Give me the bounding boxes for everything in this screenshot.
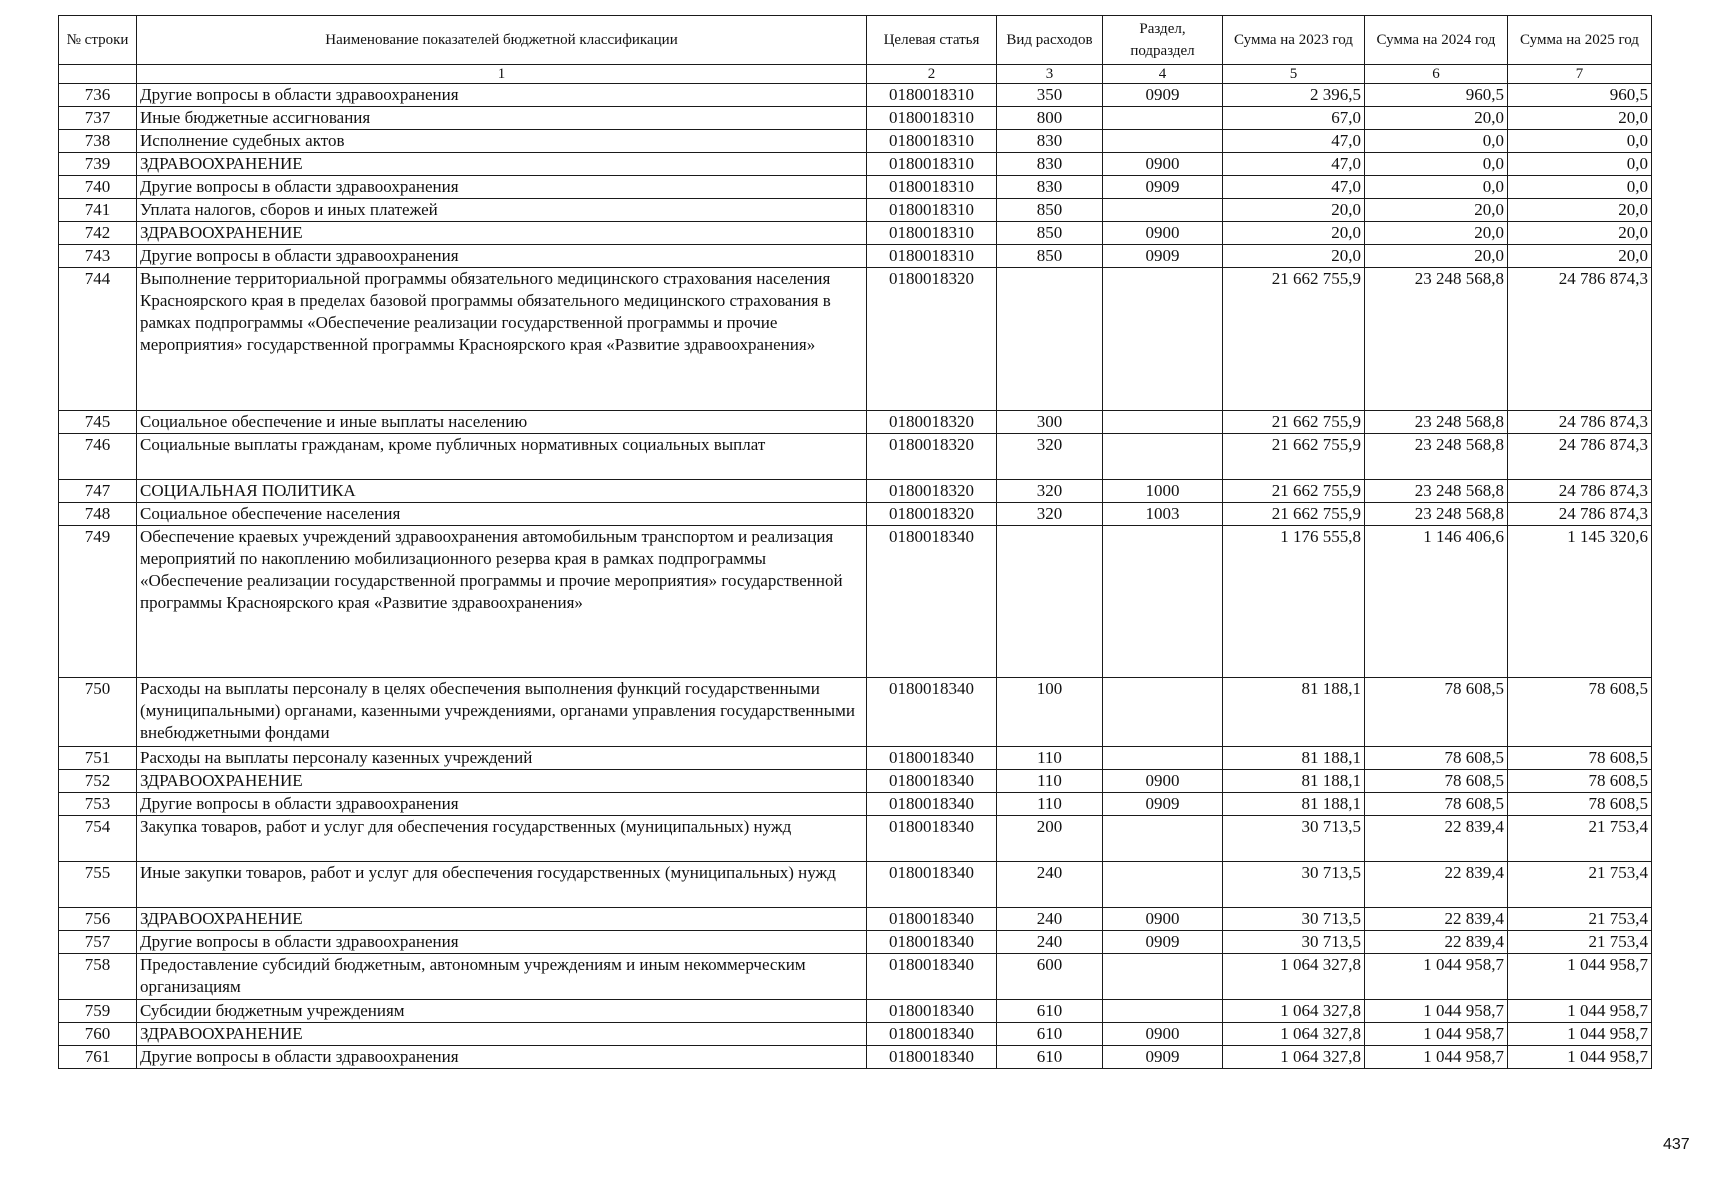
expense-type: 610	[997, 1023, 1103, 1046]
expense-type: 850	[997, 222, 1103, 245]
indicator-name: Другие вопросы в области здравоохранения	[137, 793, 867, 816]
row-number: 740	[59, 176, 137, 199]
indicator-name: ЗДРАВООХРАНЕНИЕ	[137, 1023, 867, 1046]
expense-type: 850	[997, 199, 1103, 222]
target-article: 0180018320	[867, 434, 997, 480]
header-name: Наименование показателей бюджетной классификации	[137, 16, 867, 65]
sum-2023: 81 188,1	[1223, 747, 1365, 770]
sum-2024: 22 839,4	[1365, 908, 1508, 931]
row-number: 754	[59, 816, 137, 862]
row-number: 757	[59, 931, 137, 954]
target-article: 0180018310	[867, 107, 997, 130]
table-row	[59, 1046, 1652, 1069]
expense-type	[997, 526, 1103, 678]
indicator-name: Предоставление субсидий бюджетным, автономным учреждениям и иным некоммерческим организациям	[137, 954, 867, 1000]
sum-2023: 1 064 327,8	[1223, 1046, 1365, 1069]
row-number: 751	[59, 747, 137, 770]
section-code	[1103, 199, 1223, 222]
expense-type: 320	[997, 480, 1103, 503]
indicator-name: Другие вопросы в области здравоохранения	[137, 245, 867, 268]
sum-2025: 24 786 874,3	[1508, 411, 1652, 434]
target-article: 0180018340	[867, 1023, 997, 1046]
sum-2024: 23 248 568,8	[1365, 503, 1508, 526]
sum-2024: 0,0	[1365, 176, 1508, 199]
sum-2023: 30 713,5	[1223, 816, 1365, 862]
indicator-name: Социальное обеспечение населения	[137, 503, 867, 526]
sum-2025: 1 044 958,7	[1508, 954, 1652, 1000]
sum-2024: 960,5	[1365, 84, 1508, 107]
sum-2023: 30 713,5	[1223, 862, 1365, 908]
table-row	[59, 747, 1652, 770]
row-number: 752	[59, 770, 137, 793]
indicator-name: Расходы на выплаты персоналу казенных учреждений	[137, 747, 867, 770]
target-article: 0180018340	[867, 862, 997, 908]
table-row	[59, 130, 1652, 153]
row-number: 750	[59, 678, 137, 747]
sum-2025: 0,0	[1508, 153, 1652, 176]
indicator-name: ЗДРАВООХРАНЕНИЕ	[137, 222, 867, 245]
indicator-name: Закупка товаров, работ и услуг для обеспечения государственных (муниципальных) нужд	[137, 816, 867, 862]
sum-2024: 1 044 958,7	[1365, 954, 1508, 1000]
indicator-name: Обеспечение краевых учреждений здравоохранения автомобильным транспортом и реализация мероприятий по накоплению мобилизационного резерва края в рамках подпрограммы «Обеспечение реализации государственной программы и прочие мероприятия» государственной программы Красноярского края «Развитие здравоохранения»	[137, 526, 867, 678]
sum-2023: 30 713,5	[1223, 908, 1365, 931]
sum-2025: 1 145 320,6	[1508, 526, 1652, 678]
table-row	[59, 931, 1652, 954]
target-article: 0180018340	[867, 793, 997, 816]
row-number: 748	[59, 503, 137, 526]
target-article: 0180018340	[867, 526, 997, 678]
header-section: Раздел, подраздел	[1103, 16, 1223, 65]
row-number: 747	[59, 480, 137, 503]
row-number: 761	[59, 1046, 137, 1069]
row-number: 744	[59, 268, 137, 411]
sum-2023: 30 713,5	[1223, 931, 1365, 954]
expense-type: 600	[997, 954, 1103, 1000]
column-number: 7	[1508, 65, 1652, 84]
indicator-name: Уплата налогов, сборов и иных платежей	[137, 199, 867, 222]
sum-2025: 1 044 958,7	[1508, 1046, 1652, 1069]
sum-2023: 67,0	[1223, 107, 1365, 130]
target-article: 0180018310	[867, 222, 997, 245]
sum-2023: 81 188,1	[1223, 793, 1365, 816]
sum-2023: 1 064 327,8	[1223, 954, 1365, 1000]
row-number: 741	[59, 199, 137, 222]
sum-2024: 78 608,5	[1365, 678, 1508, 747]
expense-type: 830	[997, 130, 1103, 153]
sum-2024: 22 839,4	[1365, 862, 1508, 908]
sum-2025: 1 044 958,7	[1508, 1000, 1652, 1023]
sum-2025: 0,0	[1508, 130, 1652, 153]
target-article: 0180018310	[867, 176, 997, 199]
table-body	[59, 84, 1652, 1069]
indicator-name: ЗДРАВООХРАНЕНИЕ	[137, 153, 867, 176]
sum-2023: 1 064 327,8	[1223, 1023, 1365, 1046]
target-article: 0180018310	[867, 199, 997, 222]
expense-type: 320	[997, 503, 1103, 526]
sum-2024: 23 248 568,8	[1365, 480, 1508, 503]
indicator-name: Социальное обеспечение и иные выплаты населению	[137, 411, 867, 434]
row-number: 737	[59, 107, 137, 130]
sum-2024: 20,0	[1365, 245, 1508, 268]
header-row-number: № строки	[59, 16, 137, 65]
sum-2023: 21 662 755,9	[1223, 268, 1365, 411]
section-code	[1103, 747, 1223, 770]
expense-type: 610	[997, 1000, 1103, 1023]
section-code	[1103, 130, 1223, 153]
expense-type: 200	[997, 816, 1103, 862]
row-number: 742	[59, 222, 137, 245]
sum-2025: 21 753,4	[1508, 931, 1652, 954]
sum-2024: 20,0	[1365, 199, 1508, 222]
column-number-row	[59, 65, 1652, 84]
header-expense-type: Вид расходов	[997, 16, 1103, 65]
expense-type: 100	[997, 678, 1103, 747]
row-number: 745	[59, 411, 137, 434]
expense-type: 110	[997, 770, 1103, 793]
expense-type: 800	[997, 107, 1103, 130]
target-article: 0180018340	[867, 1000, 997, 1023]
header-target-article: Целевая статья	[867, 16, 997, 65]
indicator-name: ЗДРАВООХРАНЕНИЕ	[137, 770, 867, 793]
sum-2024: 78 608,5	[1365, 747, 1508, 770]
sum-2025: 78 608,5	[1508, 747, 1652, 770]
section-code: 0909	[1103, 931, 1223, 954]
target-article: 0180018340	[867, 931, 997, 954]
sum-2023: 21 662 755,9	[1223, 503, 1365, 526]
sum-2023: 1 064 327,8	[1223, 1000, 1365, 1023]
target-article: 0180018310	[867, 84, 997, 107]
header-sum-2023: Сумма на 2023 год	[1223, 16, 1365, 65]
indicator-name: ЗДРАВООХРАНЕНИЕ	[137, 908, 867, 931]
header-sum-2025: Сумма на 2025 год	[1508, 16, 1652, 65]
sum-2024: 23 248 568,8	[1365, 434, 1508, 480]
row-number: 743	[59, 245, 137, 268]
indicator-name: Выполнение территориальной программы обязательного медицинского страхования населения Красноярского края в пределах базовой программы обязательного медицинского страхования в рамках подпрограммы «Обеспечение реализации государственной программы и прочие мероприятия» государственной программы Красноярского края «Развитие здравоохранения»	[137, 268, 867, 411]
sum-2024: 1 044 958,7	[1365, 1046, 1508, 1069]
table-row	[59, 176, 1652, 199]
sum-2024: 0,0	[1365, 153, 1508, 176]
target-article: 0180018340	[867, 816, 997, 862]
section-code: 1000	[1103, 480, 1223, 503]
section-code	[1103, 1000, 1223, 1023]
row-number: 758	[59, 954, 137, 1000]
table-row	[59, 793, 1652, 816]
column-number	[59, 65, 137, 84]
row-number: 759	[59, 1000, 137, 1023]
sum-2023: 81 188,1	[1223, 770, 1365, 793]
target-article: 0180018310	[867, 153, 997, 176]
target-article: 0180018320	[867, 411, 997, 434]
indicator-name: СОЦИАЛЬНАЯ ПОЛИТИКА	[137, 480, 867, 503]
indicator-name: Иные бюджетные ассигнования	[137, 107, 867, 130]
sum-2024: 0,0	[1365, 130, 1508, 153]
table-row	[59, 245, 1652, 268]
section-code	[1103, 954, 1223, 1000]
target-article: 0180018310	[867, 130, 997, 153]
table-row	[59, 222, 1652, 245]
sum-2025: 960,5	[1508, 84, 1652, 107]
indicator-name: Другие вопросы в области здравоохранения	[137, 931, 867, 954]
sum-2024: 78 608,5	[1365, 770, 1508, 793]
sum-2025: 21 753,4	[1508, 862, 1652, 908]
section-code: 0900	[1103, 1023, 1223, 1046]
sum-2023: 1 176 555,8	[1223, 526, 1365, 678]
expense-type: 850	[997, 245, 1103, 268]
target-article: 0180018310	[867, 245, 997, 268]
sum-2024: 1 146 406,6	[1365, 526, 1508, 678]
row-number: 746	[59, 434, 137, 480]
sum-2025: 0,0	[1508, 176, 1652, 199]
expense-type: 830	[997, 176, 1103, 199]
sum-2023: 2 396,5	[1223, 84, 1365, 107]
table-row	[59, 908, 1652, 931]
sum-2025: 20,0	[1508, 199, 1652, 222]
sum-2025: 24 786 874,3	[1508, 434, 1652, 480]
section-code: 1003	[1103, 503, 1223, 526]
target-article: 0180018340	[867, 770, 997, 793]
expense-type	[997, 268, 1103, 411]
sum-2024: 20,0	[1365, 222, 1508, 245]
row-number: 760	[59, 1023, 137, 1046]
target-article: 0180018340	[867, 1046, 997, 1069]
row-number: 749	[59, 526, 137, 678]
table-row	[59, 411, 1652, 434]
expense-type: 240	[997, 862, 1103, 908]
sum-2023: 21 662 755,9	[1223, 411, 1365, 434]
table-header-row	[59, 16, 1652, 65]
section-code: 0900	[1103, 153, 1223, 176]
indicator-name: Иные закупки товаров, работ и услуг для обеспечения государственных (муниципальных) нужд	[137, 862, 867, 908]
table-row	[59, 153, 1652, 176]
column-number: 1	[137, 65, 867, 84]
page-number: 437	[1663, 1136, 1690, 1153]
sum-2024: 20,0	[1365, 107, 1508, 130]
indicator-name: Расходы на выплаты персоналу в целях обеспечения выполнения функций государственными (муниципальными) органами, казенными учреждениями, органами управления государственными внебюджетными фондами	[137, 678, 867, 747]
target-article: 0180018320	[867, 268, 997, 411]
table-row	[59, 862, 1652, 908]
sum-2024: 1 044 958,7	[1365, 1023, 1508, 1046]
table-row	[59, 678, 1652, 747]
row-number: 738	[59, 130, 137, 153]
indicator-name: Другие вопросы в области здравоохранения	[137, 84, 867, 107]
section-code: 0909	[1103, 84, 1223, 107]
table-row	[59, 199, 1652, 222]
expense-type: 240	[997, 931, 1103, 954]
sum-2024: 23 248 568,8	[1365, 268, 1508, 411]
sum-2023: 21 662 755,9	[1223, 480, 1365, 503]
indicator-name: Другие вопросы в области здравоохранения	[137, 176, 867, 199]
section-code: 0909	[1103, 1046, 1223, 1069]
table-row	[59, 816, 1652, 862]
expense-type: 320	[997, 434, 1103, 480]
column-number: 5	[1223, 65, 1365, 84]
indicator-name: Исполнение судебных актов	[137, 130, 867, 153]
section-code	[1103, 526, 1223, 678]
sum-2024: 78 608,5	[1365, 793, 1508, 816]
sum-2024: 22 839,4	[1365, 931, 1508, 954]
section-code	[1103, 434, 1223, 480]
sum-2024: 22 839,4	[1365, 816, 1508, 862]
sum-2025: 24 786 874,3	[1508, 503, 1652, 526]
target-article: 0180018340	[867, 908, 997, 931]
sum-2023: 47,0	[1223, 130, 1365, 153]
table-row	[59, 770, 1652, 793]
row-number: 753	[59, 793, 137, 816]
row-number: 739	[59, 153, 137, 176]
sum-2025: 20,0	[1508, 245, 1652, 268]
sum-2023: 20,0	[1223, 245, 1365, 268]
sum-2025: 24 786 874,3	[1508, 268, 1652, 411]
row-number: 755	[59, 862, 137, 908]
section-code	[1103, 816, 1223, 862]
sum-2025: 20,0	[1508, 222, 1652, 245]
column-number: 4	[1103, 65, 1223, 84]
row-number: 756	[59, 908, 137, 931]
table-row	[59, 1023, 1652, 1046]
sum-2025: 24 786 874,3	[1508, 480, 1652, 503]
section-code	[1103, 268, 1223, 411]
sum-2023: 47,0	[1223, 176, 1365, 199]
sum-2023: 81 188,1	[1223, 678, 1365, 747]
expense-type: 350	[997, 84, 1103, 107]
section-code: 0909	[1103, 176, 1223, 199]
sum-2025: 21 753,4	[1508, 908, 1652, 931]
column-number: 6	[1365, 65, 1508, 84]
indicator-name: Социальные выплаты гражданам, кроме публичных нормативных социальных выплат	[137, 434, 867, 480]
table-row	[59, 480, 1652, 503]
target-article: 0180018320	[867, 480, 997, 503]
sum-2025: 78 608,5	[1508, 770, 1652, 793]
column-number: 3	[997, 65, 1103, 84]
section-code: 0900	[1103, 222, 1223, 245]
sum-2024: 23 248 568,8	[1365, 411, 1508, 434]
table-row	[59, 268, 1652, 411]
expense-type: 830	[997, 153, 1103, 176]
sum-2023: 20,0	[1223, 222, 1365, 245]
expense-type: 300	[997, 411, 1103, 434]
target-article: 0180018340	[867, 747, 997, 770]
sum-2024: 1 044 958,7	[1365, 1000, 1508, 1023]
row-number: 736	[59, 84, 137, 107]
sum-2023: 21 662 755,9	[1223, 434, 1365, 480]
section-code	[1103, 862, 1223, 908]
sum-2025: 1 044 958,7	[1508, 1023, 1652, 1046]
sum-2025: 78 608,5	[1508, 793, 1652, 816]
section-code: 0909	[1103, 245, 1223, 268]
target-article: 0180018340	[867, 954, 997, 1000]
section-code	[1103, 107, 1223, 130]
table-row	[59, 503, 1652, 526]
table-row	[59, 526, 1652, 678]
expense-type: 240	[997, 908, 1103, 931]
sum-2023: 47,0	[1223, 153, 1365, 176]
budget-classification-table	[58, 15, 1652, 1069]
target-article: 0180018320	[867, 503, 997, 526]
table-row	[59, 107, 1652, 130]
indicator-name: Другие вопросы в области здравоохранения	[137, 1046, 867, 1069]
table-row	[59, 84, 1652, 107]
column-number: 2	[867, 65, 997, 84]
expense-type: 110	[997, 793, 1103, 816]
sum-2025: 78 608,5	[1508, 678, 1652, 747]
indicator-name: Субсидии бюджетным учреждениям	[137, 1000, 867, 1023]
target-article: 0180018340	[867, 678, 997, 747]
section-code: 0909	[1103, 793, 1223, 816]
sum-2023: 20,0	[1223, 199, 1365, 222]
section-code: 0900	[1103, 770, 1223, 793]
header-sum-2024: Сумма на 2024 год	[1365, 16, 1508, 65]
sum-2025: 20,0	[1508, 107, 1652, 130]
expense-type: 110	[997, 747, 1103, 770]
section-code	[1103, 411, 1223, 434]
section-code	[1103, 678, 1223, 747]
sum-2025: 21 753,4	[1508, 816, 1652, 862]
table-row	[59, 954, 1652, 1000]
expense-type: 610	[997, 1046, 1103, 1069]
table-row	[59, 434, 1652, 480]
table-row	[59, 1000, 1652, 1023]
section-code: 0900	[1103, 908, 1223, 931]
